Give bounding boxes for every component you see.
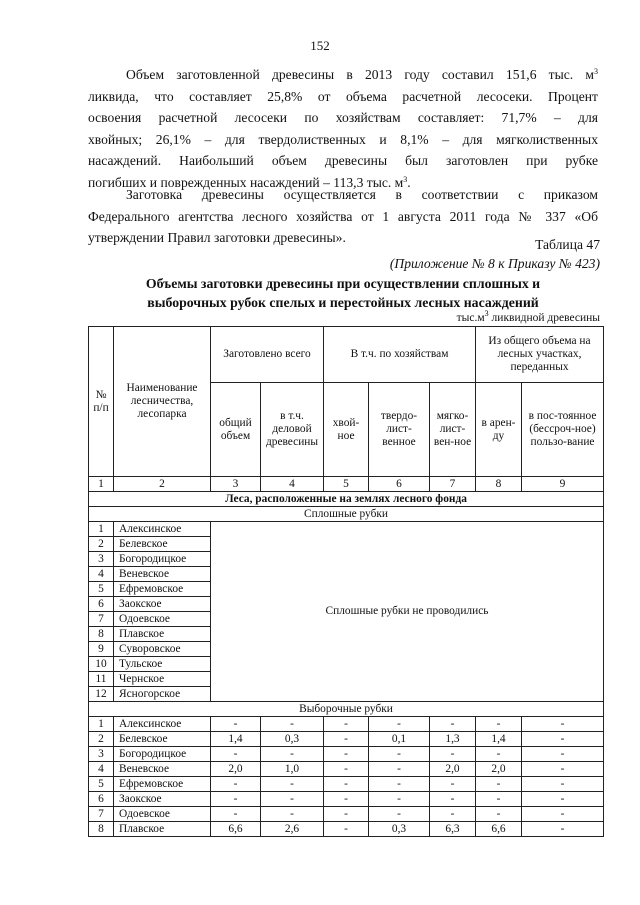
value-cell: 0,1 [369, 732, 430, 747]
value-cell: 6,6 [211, 822, 261, 837]
value-cell: - [324, 807, 369, 822]
paragraph-line: ликвида, что составляет 25,8% от объема расчетной лесосеки. Процент [88, 88, 598, 104]
subsection-clear-cut: Сплошные рубки [89, 507, 604, 522]
subsection-clear-cut-row [89, 507, 604, 522]
value-cell: - [324, 747, 369, 762]
column-number: 8 [476, 477, 522, 492]
value-cell: - [369, 717, 430, 732]
table-title-line: Объемы заготовки древесины при осуществлении сплошных и [145, 276, 541, 291]
value-cell: 0,3 [261, 732, 324, 747]
column-number: 1 [89, 477, 114, 492]
table-row [89, 792, 604, 807]
value-cell: - [476, 747, 522, 762]
row-num: 11 [89, 672, 114, 687]
table-number: Таблица 47 [535, 237, 600, 252]
value-cell: - [522, 717, 604, 732]
superscript: 3 [484, 309, 489, 318]
forestry-name: Одоевское [114, 612, 211, 627]
row-num: 7 [89, 612, 114, 627]
value-cell: - [211, 792, 261, 807]
value-cell: - [522, 822, 604, 837]
forestry-name: Алексинское [114, 717, 211, 732]
clear-cut-note: Сплошные рубки не проводились [211, 522, 604, 702]
row-num: 1 [89, 522, 114, 537]
paragraph-line: Федерального агентства лесного хозяйства от 1 августа 2011 года № 337 «Об [88, 208, 598, 224]
row-num: 2 [89, 537, 114, 552]
forestry-name: Ясногорское [114, 687, 211, 702]
value-cell: - [369, 747, 430, 762]
value-cell: - [430, 807, 476, 822]
row-num: 10 [89, 657, 114, 672]
table-row [89, 717, 604, 732]
row-num: 1 [89, 717, 114, 732]
text-fragment: погибших и поврежденных насаждений – 113,3 тыс. м [88, 174, 404, 190]
value-cell: 2,0 [430, 762, 476, 777]
forestry-name: Богородицкое [114, 747, 211, 762]
header-num: № п/п [89, 327, 114, 477]
paragraph-line: утверждении Правил заготовки древесины». [88, 230, 346, 245]
table-units [456, 309, 600, 324]
forestry-name: Веневское [114, 762, 211, 777]
value-cell: - [522, 807, 604, 822]
paragraph-line [88, 64, 598, 86]
row-num: 5 [89, 582, 114, 597]
column-number: 9 [522, 477, 604, 492]
units-text: тыс.м [456, 312, 485, 324]
value-cell: - [261, 717, 324, 732]
value-cell: - [369, 777, 430, 792]
row-num: 6 [89, 597, 114, 612]
table-row [89, 822, 604, 837]
forestry-name: Плавское [114, 822, 211, 837]
header-business-wood: в т.ч. деловой древесины [261, 383, 324, 477]
row-num: 2 [89, 732, 114, 747]
forestry-name: Белевское [114, 537, 211, 552]
forestry-name: Ефремовское [114, 582, 211, 597]
value-cell: - [261, 807, 324, 822]
paragraph-line: освоения расчетной лесосеки по хозяйствам составляет: 71,7% – для [88, 110, 598, 125]
value-cell: - [211, 807, 261, 822]
forestry-name: Тульское [114, 657, 211, 672]
value-cell: - [324, 717, 369, 732]
row-num: 3 [89, 747, 114, 762]
value-cell: 2,0 [476, 762, 522, 777]
value-cell: 1,3 [430, 732, 476, 747]
subsection-selective-cut-row [89, 702, 604, 717]
header-by-farms: В т.ч. по хозяйствам [324, 327, 476, 383]
subsection-selective-cut: Выборочные рубки [89, 702, 604, 717]
value-cell: - [211, 777, 261, 792]
value-cell: - [476, 717, 522, 732]
value-cell: - [430, 792, 476, 807]
paragraph-line: насаждений. Наибольший объем древесины был заготовлен при рубке [88, 153, 598, 168]
value-cell: - [522, 777, 604, 792]
superscript: 3 [403, 174, 408, 184]
page-number: 152 [310, 38, 330, 53]
paragraph-regulation [88, 184, 598, 249]
table-reference: (Приложение № 8 к Приказу № 423) [389, 256, 600, 271]
forestry-name: Ефремовское [114, 777, 211, 792]
column-number: 2 [114, 477, 211, 492]
units-text: ликвидной древесины [488, 312, 600, 324]
value-cell: 2,0 [211, 762, 261, 777]
forestry-name: Чернское [114, 672, 211, 687]
row-num: 4 [89, 762, 114, 777]
harvest-table [88, 326, 604, 837]
row-num: 7 [89, 807, 114, 822]
table-row [89, 747, 604, 762]
value-cell: - [430, 747, 476, 762]
table-title-line: выборочных рубок спелых и перестойных лесных насаждений [147, 295, 539, 310]
value-cell: 1,4 [211, 732, 261, 747]
value-cell: - [522, 762, 604, 777]
table-row [89, 732, 604, 747]
value-cell: - [324, 762, 369, 777]
forestry-name: Веневское [114, 567, 211, 582]
column-number: 5 [324, 477, 369, 492]
value-cell: - [430, 777, 476, 792]
table-row [89, 522, 604, 537]
header-lease: в арен-ду [476, 383, 522, 477]
value-cell: 6,6 [476, 822, 522, 837]
row-num: 5 [89, 777, 114, 792]
row-num: 6 [89, 792, 114, 807]
column-number: 6 [369, 477, 430, 492]
header-perpetual-use: в пос-тоянное (бессроч-ное) пользо-вание [522, 383, 604, 477]
table-row [89, 777, 604, 792]
row-num: 4 [89, 567, 114, 582]
table-row [89, 762, 604, 777]
value-cell: - [369, 807, 430, 822]
forestry-name: Алексинское [114, 522, 211, 537]
value-cell: - [369, 792, 430, 807]
value-cell: 2,6 [261, 822, 324, 837]
value-cell: - [211, 717, 261, 732]
value-cell: 0,3 [369, 822, 430, 837]
column-number: 3 [211, 477, 261, 492]
paragraph-line: хвойных; 26,1% – для твердолиственных и 8,1% – для мягколиственных [88, 131, 598, 147]
forestry-name: Богородицкое [114, 552, 211, 567]
header-hardwood: твердо-лист-венное [369, 383, 430, 477]
row-num: 3 [89, 552, 114, 567]
value-cell: - [324, 822, 369, 837]
value-cell: - [324, 732, 369, 747]
text-fragment: Объем заготовленной древесины в 2013 году составил 151,6 тыс. м [126, 67, 594, 82]
value-cell: 1,4 [476, 732, 522, 747]
column-number: 7 [430, 477, 476, 492]
table-title [88, 274, 598, 312]
paragraph-line: Заготовка древесины осуществляется в соответствии с приказом [126, 187, 598, 202]
value-cell: - [522, 732, 604, 747]
value-cell: - [476, 777, 522, 792]
header-name: Наименование лесничества, лесопарка [114, 327, 211, 477]
section-title: Леса, расположенные на землях лесного фонда [89, 492, 604, 507]
value-cell: 1,0 [261, 762, 324, 777]
superscript: 3 [594, 67, 598, 76]
header-total-volume: общий объем [211, 383, 261, 477]
value-cell: - [522, 747, 604, 762]
header-harvested-total: Заготовлено всего [211, 327, 324, 383]
column-number: 4 [261, 477, 324, 492]
value-cell: - [324, 777, 369, 792]
row-num: 8 [89, 627, 114, 642]
header-coniferous: хвой-ное [324, 383, 369, 477]
value-cell: - [324, 792, 369, 807]
header-softwood: мягко-лист-вен-ное [430, 383, 476, 477]
row-num: 9 [89, 642, 114, 657]
section-title-row [89, 492, 604, 507]
value-cell: 6,3 [430, 822, 476, 837]
value-cell: - [430, 717, 476, 732]
forestry-name: Белевское [114, 732, 211, 747]
forestry-name: Плавское [114, 627, 211, 642]
value-cell: - [522, 792, 604, 807]
table-row [89, 807, 604, 822]
value-cell: - [261, 747, 324, 762]
table-body [89, 492, 604, 837]
forestry-name: Суворовское [114, 642, 211, 657]
value-cell: - [211, 747, 261, 762]
value-cell: - [261, 777, 324, 792]
text-fragment: . [407, 174, 411, 190]
value-cell: - [476, 792, 522, 807]
value-cell: - [261, 792, 324, 807]
row-num: 12 [89, 687, 114, 702]
paragraph-harvest-volume [88, 64, 598, 193]
forestry-name: Заокское [114, 597, 211, 612]
row-num: 8 [89, 822, 114, 837]
header-of-total: Из общего объема на лесных участках, переданных [476, 327, 604, 383]
forestry-name: Одоевское [114, 807, 211, 822]
value-cell: - [476, 807, 522, 822]
forestry-name: Заокское [114, 792, 211, 807]
value-cell: - [369, 762, 430, 777]
